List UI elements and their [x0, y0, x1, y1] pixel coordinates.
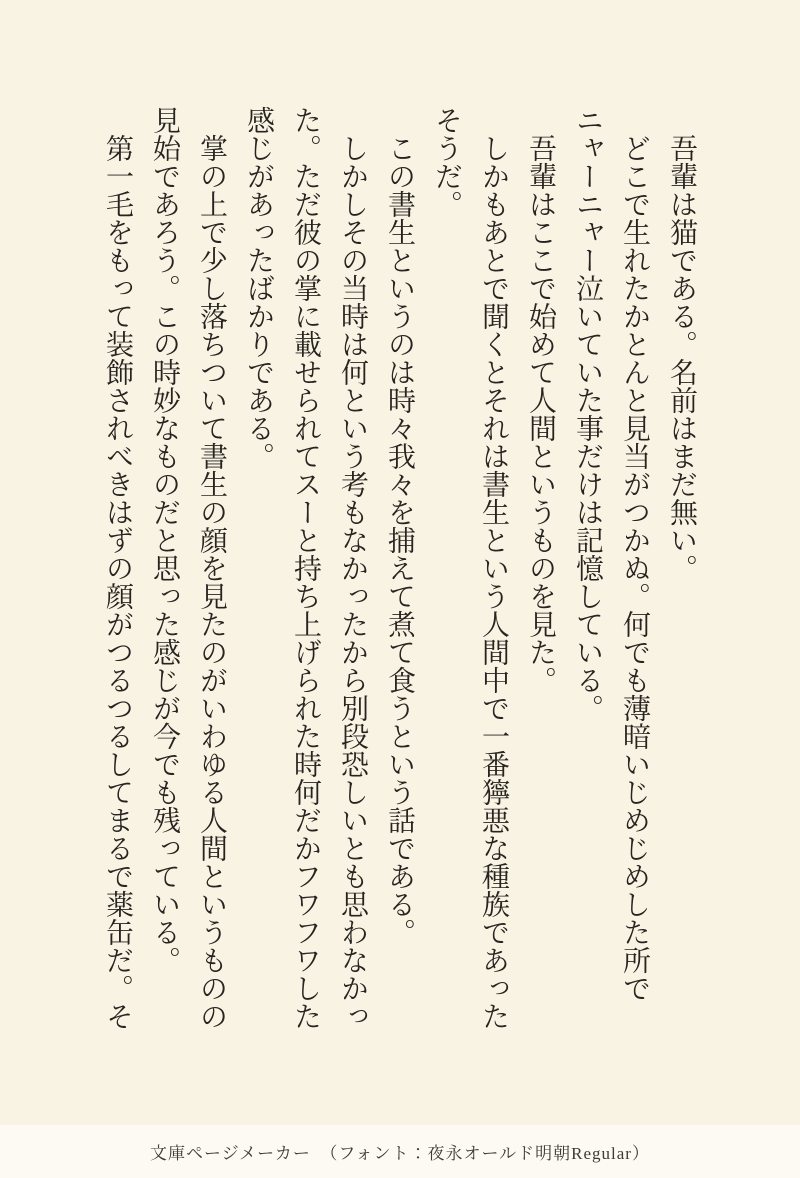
novel-paragraph: 掌の上で少し落ちついて書生の顔を見たのがいわゆる人間というものの見始であろう。この時妙なものだと思った感じが今でも残っている。: [149, 106, 227, 1030]
novel-paragraph: しかしその当時は何という考もなかったから別段恐しいとも思わなかった。ただ彼の掌に載せられてスーと持ち上げられた時何だかフワフワした感じがあったばかりである。: [243, 106, 368, 1030]
novel-paragraph: 第一毛をもって装飾されべきはずの顔がつるつるしてまるで薬缶だ。そ: [102, 134, 133, 1030]
novel-paragraph: 吾輩は猫である。名前はまだ無い。: [666, 134, 697, 582]
novel-paragraph: どこで生れたかとんと見当がつかぬ。何でも薄暗いじめじめした所でニャーニャー泣いていた事だけは記憶している。: [572, 106, 650, 1002]
novel-text-block: [93, 106, 705, 1030]
novel-paragraph: 吾輩はここで始めて人間というものを見た。: [525, 134, 556, 694]
novel-paragraph: しかもあとで聞くとそれは書生という人間中で一番獰悪な種族であったそうだ。: [431, 106, 509, 1030]
footer-credit-bar: [0, 1125, 800, 1178]
novel-paragraph: この書生というのは時々我々を捕えて煮て食うという話である。: [384, 134, 415, 946]
footer-credit-text: 文庫ページメーカー （フォント：夜永オールド明朝Regular）: [150, 1144, 650, 1163]
